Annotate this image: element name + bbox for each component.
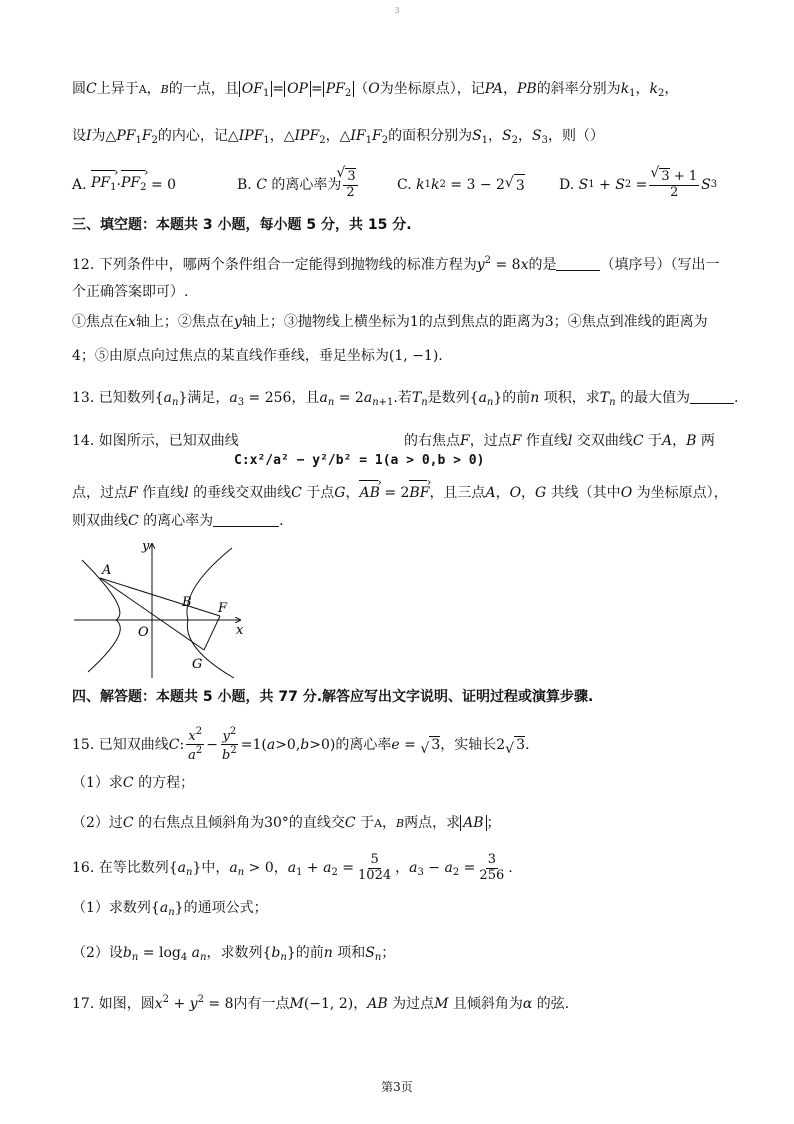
q12-line-3: ①焦点在x轴上；②焦点在y轴上；③抛物线上横坐标为1的点到焦点的距离为3；④焦点到准线的距离为 [72, 314, 708, 330]
option-d: D. S 1 + S 2 = √ $\frac{3 + 1}{2}$ S 3 [559, 170, 717, 200]
label-a: A [102, 563, 112, 578]
q14-hyperbola-equation: C:x²/a² − y²/b² = 1(a > 0,b > 0) [234, 453, 485, 468]
q14-line-1: 14. 如图所示，已知双曲线 C:x²/a² − y²/b² = 1(a > 0,b > 0) 的右焦点F，过点F 作直线l 交双曲线C 于A，B 两 [72, 430, 722, 470]
q12-answer-blank[interactable] [556, 256, 600, 271]
page-marker: 3 [394, 6, 400, 15]
q16-part-2: （2）设$b_n = \log_4 a_n$，求数列$\{b_n\}$的前n 项和$S_n$； [72, 945, 396, 963]
q15-line: 15. 已知双曲线C: $\frac{x^2}{a^2}$ − $\frac{y^2}{b^2}$ =1(a>0,b>0)的离心率e = √ 3，实轴长2√ 3. [72, 726, 722, 756]
q11-options [72, 160, 722, 210]
q14-line-2: 点，过点F 作直线l 的垂线交双曲线C 于点G，AB › = 2BF ›，且三点A，O，G 共线（其中O 为坐标原点）， [72, 482, 722, 504]
section-4-title: 四、解答题：本题共 5 小题，共 77 分.解答应写出文字说明、证明过程或演算步骤. [72, 689, 594, 705]
option-c: C. k 1 k 2 = 3 − 2 √ 3 [397, 174, 559, 197]
q15-part-2: （2）过C 的右焦点且倾斜角为30°的直线交C 于A，B两点，求 AB ； [72, 815, 501, 831]
q12-line-2: 个正确答案即可）. [72, 284, 189, 300]
q17-line: 17. 如图，圆$x^2 + y^2 = 8$内有一点M(−1, 2)，AB 为过点M 且倾斜角为α 的弦. [72, 994, 570, 1012]
q11-line-2: 设I为$\triangle PF_1F_2$的内心，记$\triangle IPF_1$，$\triangle IPF_2$，$\triangle IF_1F_2$的面积分别为$S_1$，$S_2$，$S_3$，则（） [72, 128, 604, 146]
page-footer: 第3页 [381, 1080, 413, 1094]
line-l [100, 578, 220, 616]
line-fg [204, 616, 220, 650]
q16-part-1: （1）求数列$\{a_n\}$的通项公式； [72, 900, 268, 918]
option-b: B. C 的离心率为 √ $\frac{3}{2}$ [237, 170, 397, 200]
q12-line-4: 4；⑤由原点向过焦点的某直线作垂线，垂足坐标为(1, −1). [72, 348, 443, 364]
q14-answer-blank[interactable] [213, 512, 279, 527]
label-g: G [192, 657, 203, 672]
q15-part-1: （1）求C 的方程； [72, 775, 195, 791]
q13-line: 13. 已知数列$\{a_n\}$满足，$a_3 = 256$，且$a_n = 2a_{n+1}$.若$T_n$是数列$\{a_n\}$的前n 项积，求$T_n$ 的最大值为 . [72, 390, 739, 408]
q11-line-1: 圆C上异于A，B的一点，且 $OF_1$ = OP = $PF_2$ （O为坐标原点），记PA，PB的斜率分别为$k_1$，$k_2$， [72, 81, 679, 99]
hyperbola-figure [72, 540, 262, 682]
label-b: B [182, 595, 192, 610]
label-f: F [218, 601, 228, 616]
q13-answer-blank[interactable] [690, 389, 734, 404]
label-x: x [236, 623, 244, 638]
exam-content [72, 78, 739, 1015]
q14-line-3: 则双曲线C 的离心率为 . [72, 513, 284, 529]
label-y: y [142, 540, 150, 554]
section-3-title: 三、填空题：本题共 3 小题，每小题 5 分，共 15 分. [72, 217, 412, 233]
q12-line-1: 12. 下列条件中，哪两个条件组合一定能得到抛物线的标准方程为$y^2 = 8x$的是 （填序号）（写出一 [72, 255, 720, 273]
q16-line: 16. 在等比数列$\{a_n\}$中，$a_n > 0$，$a_1 + a_2$ = $\frac{5}{1024}$ ，$a_3 - a_2$ = $\frac{3}{256}$ . [72, 852, 513, 883]
option-a: A. $PF_1$ › · $PF_2$ › = 0 [72, 172, 237, 199]
label-o: O [138, 625, 149, 640]
